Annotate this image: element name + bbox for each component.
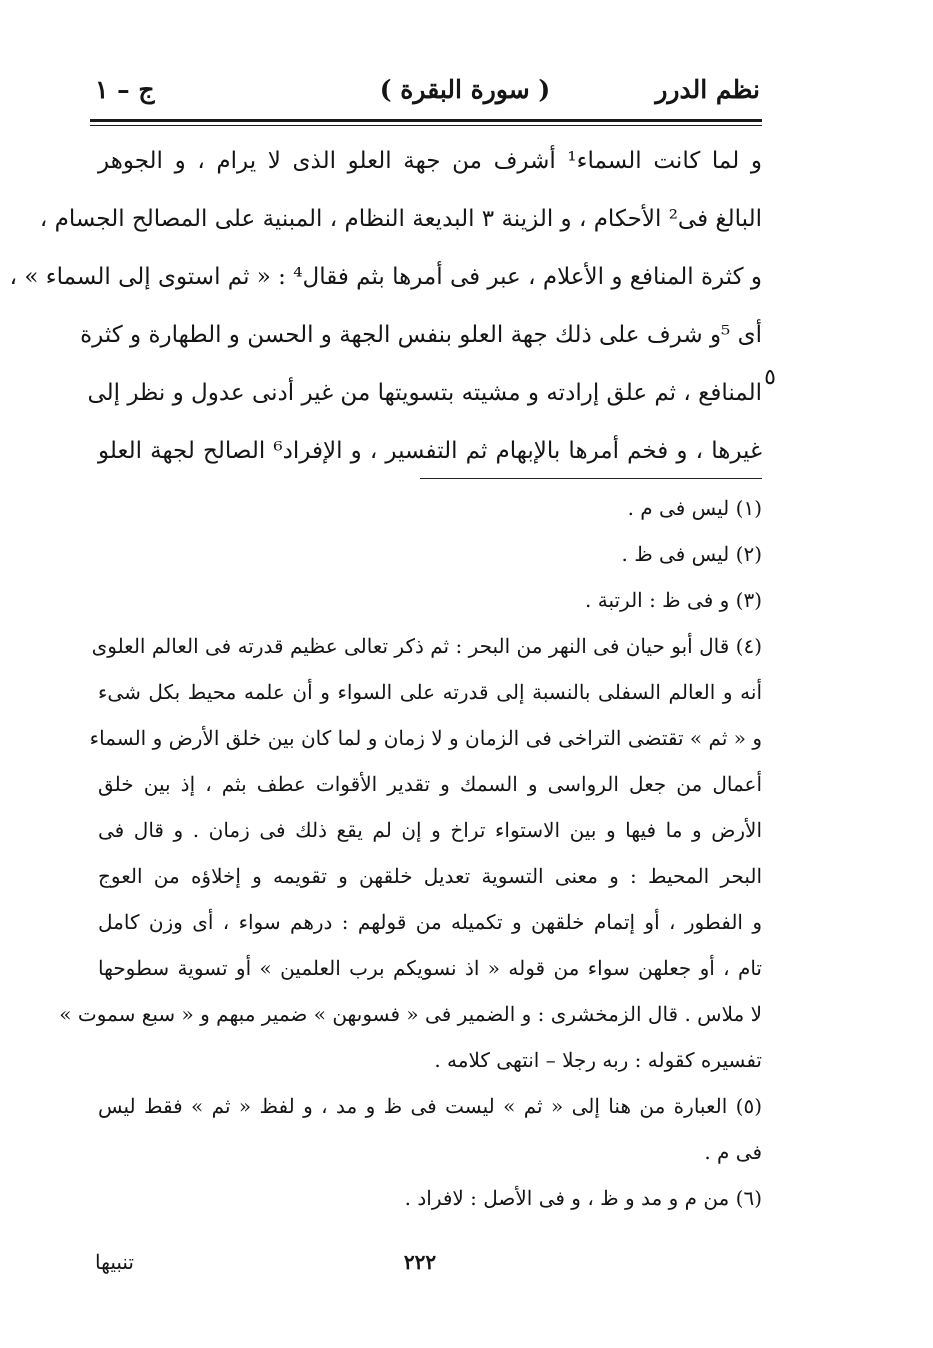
body-line: البالغ فى² الأحكام ، و الزينة ٣ البديعة النظام ، المبنية على المصالح الجسام ،: [39, 206, 762, 232]
main-text: [9, 132, 762, 480]
footnote-line: تام ، أو جعلهن سواء من قوله « اذ نسويكم برب العلمين » أو تسوية سطوحها: [98, 956, 762, 980]
footnote-line: البحر المحيط : و معنى التسوية تعديل خلقهن و تقويمه و إخلاؤه من العوج: [98, 864, 762, 888]
footnote-line: فى م .: [704, 1140, 762, 1164]
footnote-line: أنه و العالم السفلى بالنسبة إلى قدرته على السواء و أن علمه محيط بكل شىء: [98, 680, 762, 704]
footnote-line: تفسيره كقوله : ربه رجلا – انتهى كلامه .: [434, 1048, 762, 1072]
volume-number: ج – ١: [95, 75, 155, 104]
footnote-line: و الفطور ، أو إتمام خلقهن و تكميله من قولهم : درهم سواء ، أى وزن كامل: [98, 910, 762, 934]
margin-line-number: ٥: [764, 365, 776, 390]
header-rule-thin: [90, 125, 762, 126]
footnote-separator: [420, 478, 762, 479]
footnote-line: (٦) من م و مد و ظ ، و فى الأصل : لافراد .: [404, 1186, 762, 1210]
footnote-line: و « ثم » تقتضى التراخى فى الزمان و لا زمان و لما كان بين خلق الأرض و السماء: [89, 726, 762, 750]
footnotes: [59, 485, 762, 1221]
footnote-line: أعمال من جعل الرواسى و السمك و تقدير الأقوات عطف بثم ، إذ بين خلق: [98, 772, 762, 796]
catchword: تنبيها: [95, 1250, 134, 1274]
body-line: المنافع ، ثم علق إرادته و مشيته بتسويتها من غير أدنى عدول و نظر إلى: [87, 380, 762, 406]
page-number: ٢٢٢: [403, 1250, 437, 1274]
body-line: غيرها ، و فخم أمرها بالإبهام ثم التفسير ، و الإفراد⁶ الصالح لجهة العلو: [98, 438, 762, 464]
footnote-line: الأرض و ما فيها و بين الاستواء تراخ و إن لم يقع ذلك فى زمان . و قال فى: [98, 818, 762, 842]
footnote-line: لا ملاس . قال الزمخشرى : و الضمير فى « فسوىهن » ضمير مبهم و « سبع سموت »: [59, 1002, 762, 1026]
body-line: أى ⁵و شرف على ذلك جهة العلو بنفس الجهة و الحسن و الطهارة و كثرة: [80, 322, 762, 348]
body-line: و لما كانت السماء¹ أشرف من جهة العلو الذى لا يرام ، و الجوهر: [98, 148, 762, 174]
surah-title: ( سورة البقرة ): [379, 75, 551, 104]
footnote-line: (١) ليس فى م .: [627, 496, 762, 520]
footnote-line: (٣) و فى ظ : الرتبة .: [585, 588, 762, 612]
footnote-line: (٤) قال أبو حيان فى النهر من البحر : ثم ذكر تعالى عظيم قدرته فى العالم العلوى: [91, 634, 762, 658]
book-title: نظم الدرر: [655, 75, 760, 104]
header-rule-thick: [90, 119, 762, 122]
footnote-line: (٢) ليس فى ظ .: [621, 542, 762, 566]
body-line: و كثرة المنافع و الأعلام ، عبر فى أمرها بثم فقال⁴ : « ثم استوى إلى السماء » ،: [9, 264, 762, 290]
footnote-line: (٥) العبارة من هنا إلى « ثم » ليست فى ظ و مد ، و لفظ « ثم » فقط ليس: [98, 1094, 762, 1118]
